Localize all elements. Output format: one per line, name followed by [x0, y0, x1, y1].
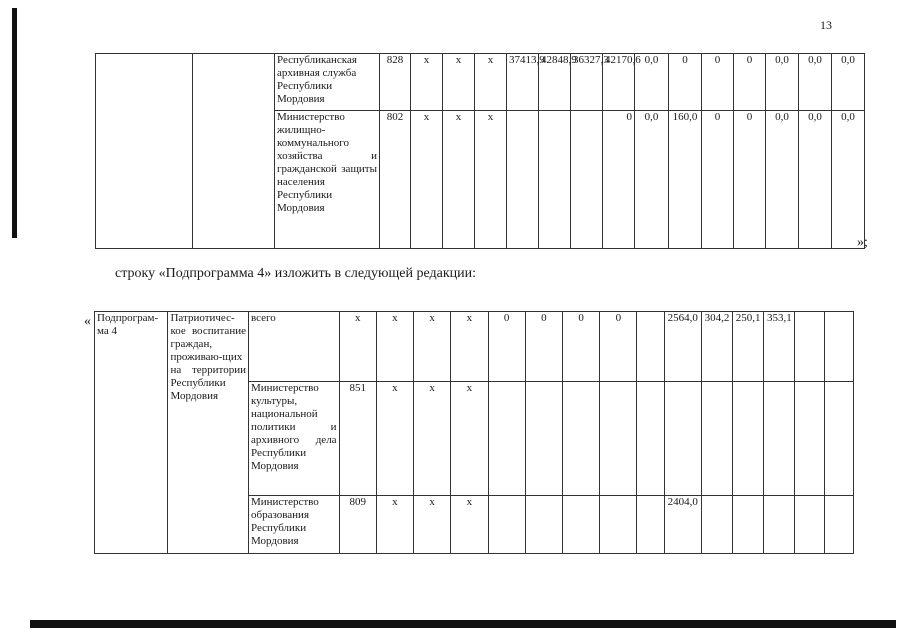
- value-cell: [824, 382, 853, 496]
- code-cell: 802: [380, 111, 411, 249]
- value-cell: [525, 496, 562, 554]
- value-cell: 2564,0: [664, 312, 701, 382]
- x-cell: х: [443, 54, 475, 111]
- value-cell: [795, 496, 824, 554]
- value-cell: [600, 382, 637, 496]
- value-cell: [824, 496, 853, 554]
- x-cell: х: [414, 382, 451, 496]
- x-cell: х: [414, 496, 451, 554]
- value-cell: [795, 312, 824, 382]
- value-cell: 0: [734, 54, 766, 111]
- value-cell: [733, 496, 764, 554]
- x-cell: х: [451, 312, 488, 382]
- value-cell: 42848,9: [539, 54, 571, 111]
- page-number: 13: [820, 18, 832, 32]
- x-cell: х: [411, 54, 443, 111]
- x-cell: х: [443, 111, 475, 249]
- status-cell: Подпрограм-ма 4: [95, 312, 168, 554]
- value-cell: [600, 496, 637, 554]
- x-cell: х: [376, 312, 413, 382]
- x-cell: х: [475, 54, 507, 111]
- value-cell: 37413,9: [507, 54, 539, 111]
- value-cell: [637, 312, 664, 382]
- value-cell: [562, 382, 599, 496]
- value-cell: [664, 382, 701, 496]
- table-row: [95, 312, 854, 382]
- table-row: [96, 54, 865, 111]
- value-cell: [764, 382, 795, 496]
- value-cell: 304,2: [701, 312, 732, 382]
- budget-table-subprogram-4: [94, 311, 854, 554]
- x-cell: х: [411, 111, 443, 249]
- code-cell: 828: [380, 54, 411, 111]
- value-cell: [525, 382, 562, 496]
- value-cell: [507, 111, 539, 249]
- value-cell: 0: [734, 111, 766, 249]
- value-cell: 0: [600, 312, 637, 382]
- scan-edge-left: [12, 8, 17, 238]
- executor-cell: Министерство жилищно-коммунального хозяйства и гражданской защиты населения Республики Мордовия: [275, 111, 380, 249]
- value-cell: 0: [525, 312, 562, 382]
- value-cell: [539, 111, 571, 249]
- value-cell: [637, 382, 664, 496]
- value-cell: 0,0: [799, 111, 832, 249]
- code-cell: 851: [339, 382, 376, 496]
- executor-cell: Министерство образования Республики Мордовия: [248, 496, 339, 554]
- value-cell: 42170,6: [603, 54, 635, 111]
- value-cell: 0,0: [635, 54, 669, 111]
- value-cell: 0: [488, 312, 525, 382]
- opening-quote: «: [84, 314, 91, 329]
- value-cell: 0,0: [832, 54, 865, 111]
- value-cell: 0: [702, 111, 734, 249]
- scan-edge-bottom: [30, 620, 896, 628]
- value-cell: [637, 496, 664, 554]
- value-cell: 353,1: [764, 312, 795, 382]
- value-cell: 160,0: [669, 111, 702, 249]
- x-cell: х: [451, 382, 488, 496]
- value-cell: 0,0: [635, 111, 669, 249]
- x-cell: х: [376, 382, 413, 496]
- budget-table-top: [95, 53, 865, 249]
- name-cell-empty: [193, 54, 275, 249]
- value-cell: 0: [603, 111, 635, 249]
- value-cell: 2404,0: [664, 496, 701, 554]
- code-cell: х: [339, 312, 376, 382]
- x-cell: х: [475, 111, 507, 249]
- value-cell: [733, 382, 764, 496]
- value-cell: 0,0: [766, 111, 799, 249]
- value-cell: [488, 496, 525, 554]
- status-cell-empty: [96, 54, 193, 249]
- value-cell: [701, 496, 732, 554]
- x-cell: х: [414, 312, 451, 382]
- x-cell: х: [451, 496, 488, 554]
- executor-cell: всего: [248, 312, 339, 382]
- value-cell: 250,1: [733, 312, 764, 382]
- value-cell: [488, 382, 525, 496]
- value-cell: 0,0: [832, 111, 865, 249]
- value-cell: 0,0: [799, 54, 832, 111]
- closing-quote: »;: [857, 235, 868, 250]
- value-cell: 0: [702, 54, 734, 111]
- value-cell: [562, 496, 599, 554]
- value-cell: [795, 382, 824, 496]
- executor-cell: Республиканская архивная служба Республики Мордовия: [275, 54, 380, 111]
- value-cell: [571, 111, 603, 249]
- x-cell: х: [376, 496, 413, 554]
- subprogram-name-cell: Патриотичес-кое воспитание граждан, проживаю-щих на территории Республики Мордовия: [168, 312, 249, 554]
- value-cell: [764, 496, 795, 554]
- value-cell: [824, 312, 853, 382]
- executor-cell: Министерство культуры, национальной политики и архивного дела Республики Мордовия: [248, 382, 339, 496]
- value-cell: [701, 382, 732, 496]
- code-cell: 809: [339, 496, 376, 554]
- value-cell: 0: [562, 312, 599, 382]
- value-cell: 36327,3: [571, 54, 603, 111]
- instruction-caption: строку «Подпрограмма 4» изложить в следующей редакции:: [115, 266, 476, 281]
- value-cell: 0: [669, 54, 702, 111]
- value-cell: 0,0: [766, 54, 799, 111]
